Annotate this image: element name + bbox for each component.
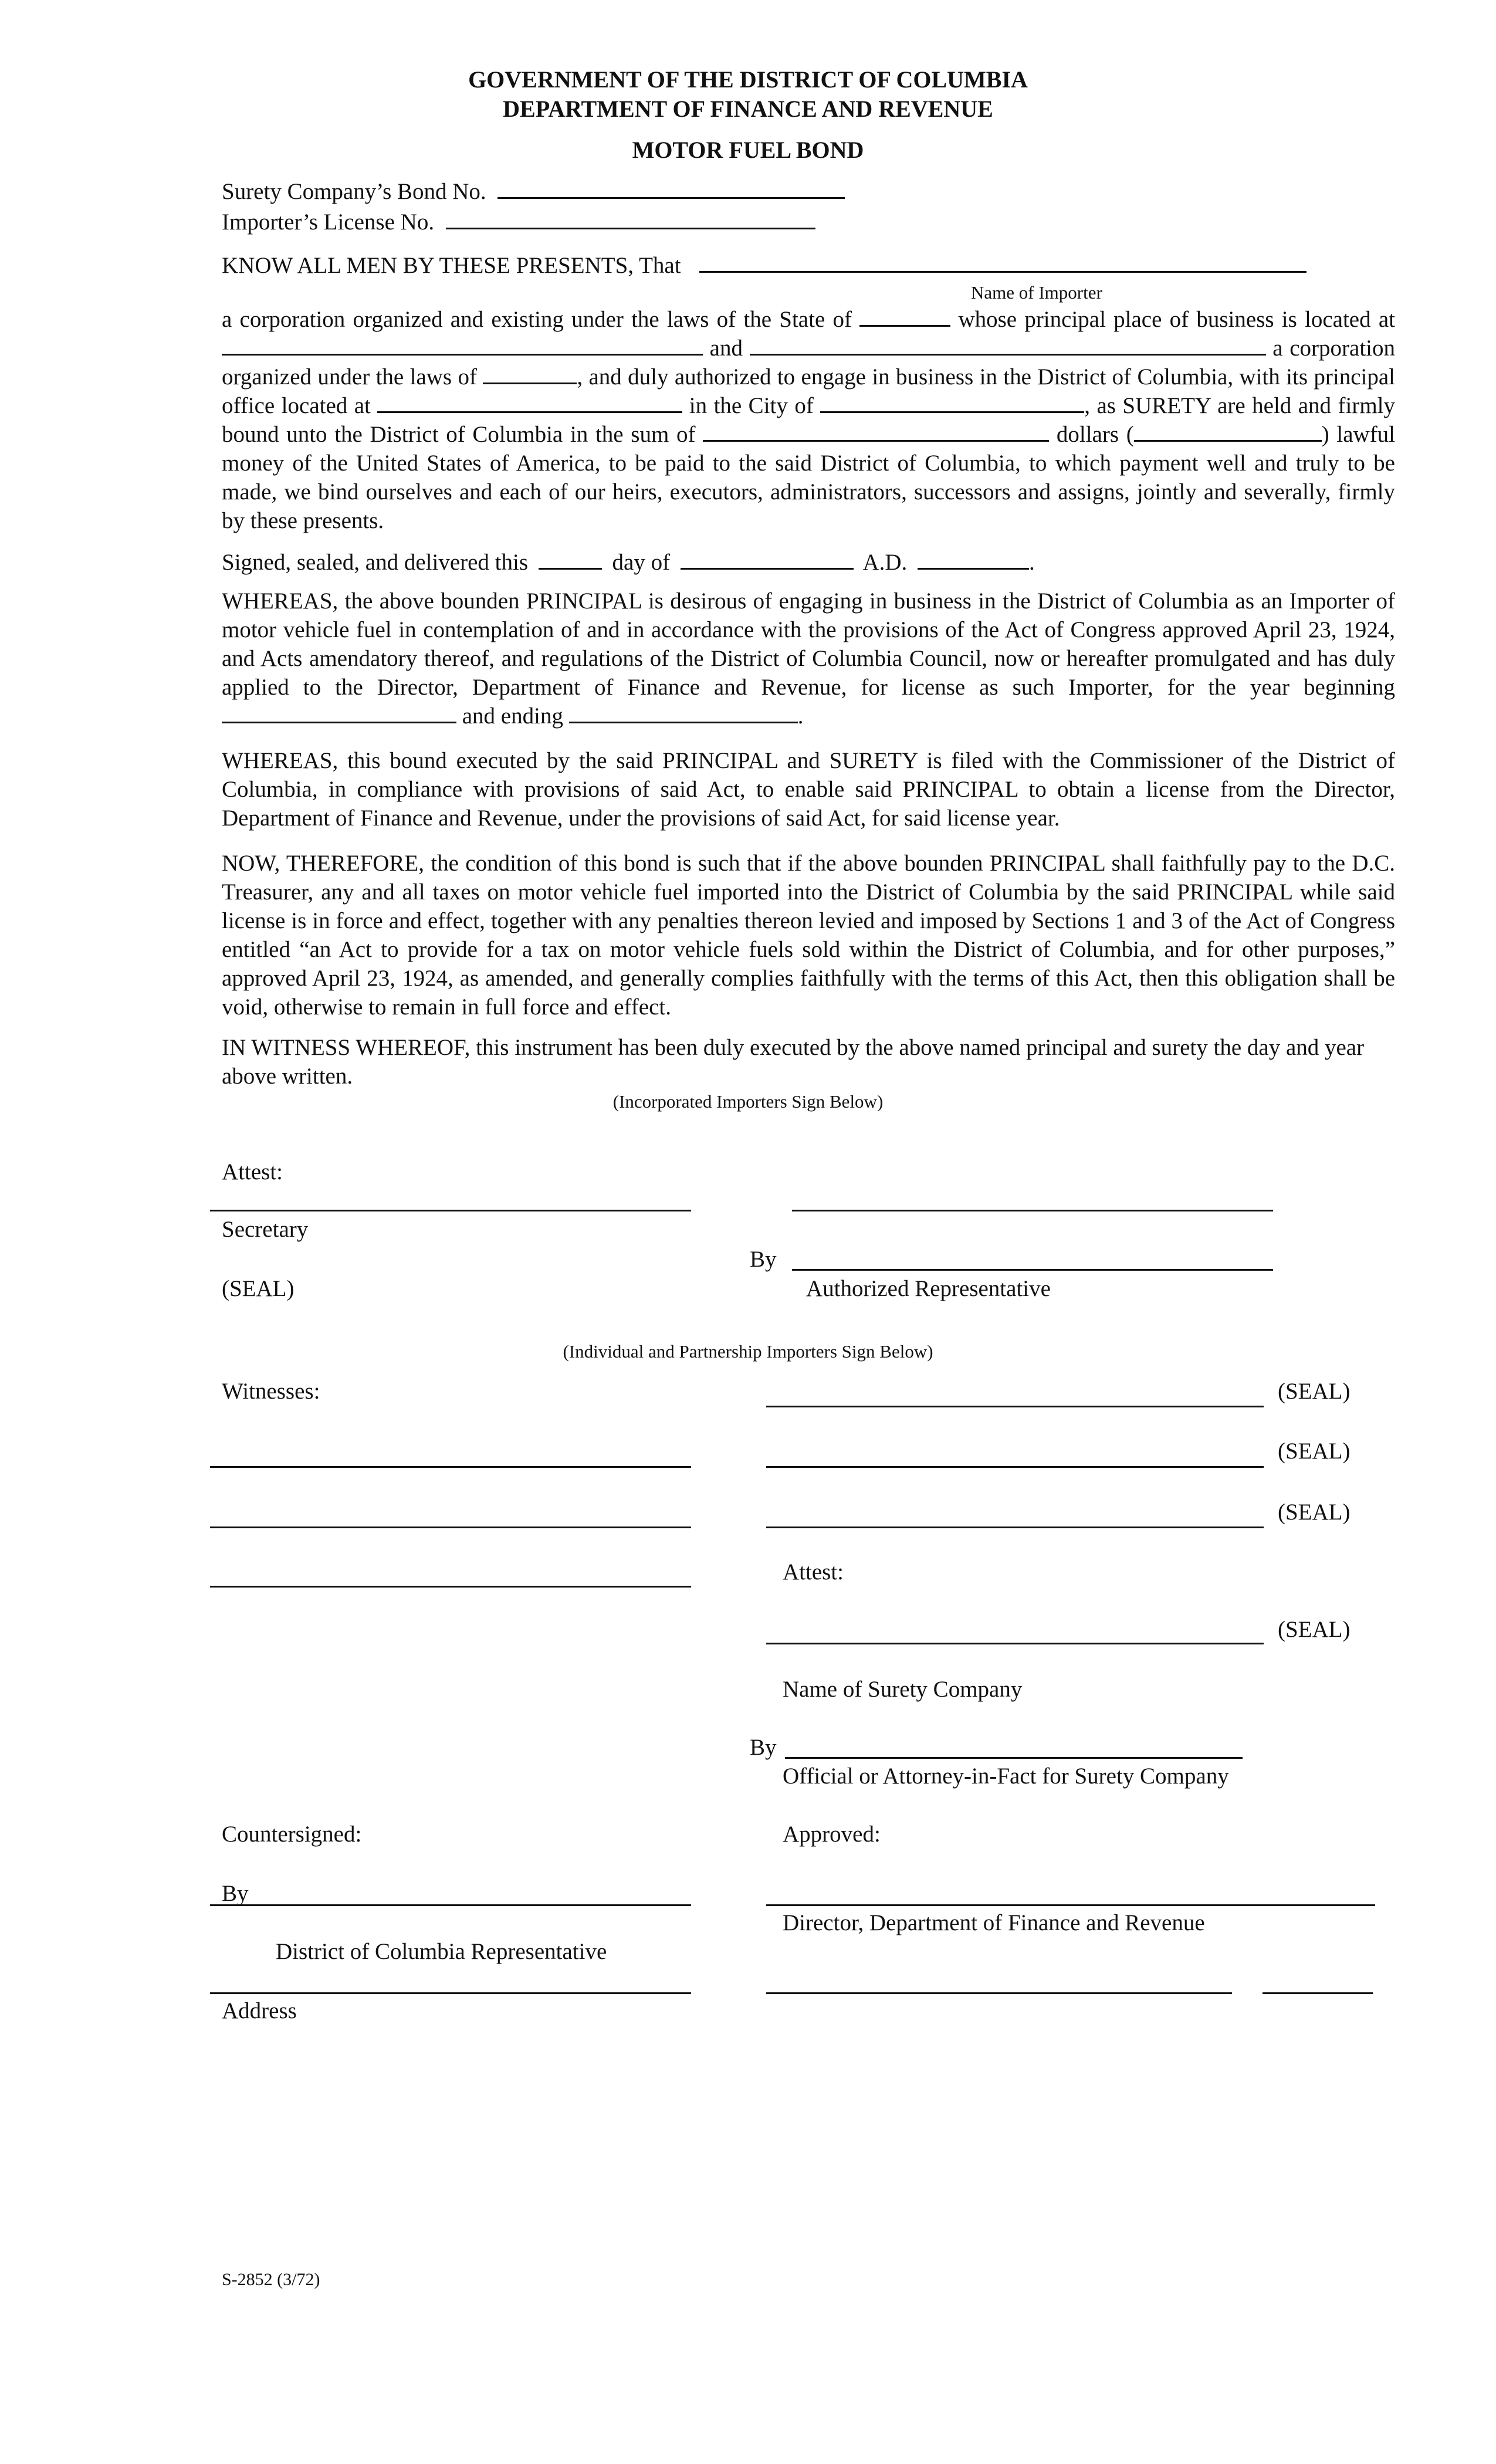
by-2-label: By	[750, 1735, 777, 1760]
secretary-label: Secretary	[222, 1217, 309, 1242]
countersign-signature-line[interactable]	[210, 1904, 691, 1906]
signed-month-field[interactable]	[681, 547, 854, 570]
form-title: MOTOR FUEL BOND	[632, 137, 864, 163]
whereas-importer-paragraph: WHEREAS, the above bounden PRINCIPAL is desirous of engaging in business in the District of Columbia as an Importer of motor vehicle fuel in contemplation of and in accordance with the provisions of the Act of Congress approved April 23, 1924, and Acts amendatory thereof, and regulations of the District of Columbia Council, now or hereafter promulgated and has duly applied to the Director, Department of Finance and Revenue, for license as such Importer, for the year beginning and ending .	[222, 588, 1395, 729]
individual-signature-line-3[interactable]	[766, 1527, 1264, 1528]
individual-signature-line-1[interactable]	[766, 1406, 1264, 1407]
witnesses-label: Witnesses:	[222, 1379, 320, 1404]
name-of-importer-caption: Name of Importer	[971, 282, 1102, 303]
seal-label: (SEAL)	[222, 1276, 295, 1301]
year-ending-field[interactable]	[569, 702, 798, 723]
surety-state-field[interactable]	[483, 363, 577, 384]
approval-line[interactable]	[766, 1992, 1232, 1994]
address-label: Address	[222, 1998, 297, 2023]
header-government: GOVERNMENT OF THE DISTRICT OF COLUMBIA	[468, 66, 1028, 93]
witness-line-2[interactable]	[210, 1527, 691, 1528]
by-3-label: By	[222, 1881, 249, 1906]
header-department: DEPARTMENT OF FINANCE AND REVENUE	[503, 96, 993, 122]
individual-caption: (Individual and Partnership Importers Sign Below)	[563, 1341, 933, 1362]
signed-row: Signed, sealed, and delivered this day of A.D. .	[222, 547, 1035, 577]
countersigned-label: Countersigned:	[222, 1822, 362, 1847]
city-field[interactable]	[820, 391, 1084, 413]
director-label: Director, Department of Finance and Revenue	[783, 1910, 1205, 1935]
surety-company-line[interactable]	[766, 1643, 1264, 1644]
sum-words-field[interactable]	[703, 420, 1049, 442]
form-number: S-2852 (3/72)	[222, 2270, 320, 2289]
signed-year-field[interactable]	[918, 547, 1029, 570]
license-no-label: Importer’s License No.	[222, 209, 435, 235]
whereas-filed-paragraph: WHEREAS, this bound executed by the said PRINCIPAL and SURETY is filed with the Commissioner of the District of Columbia, in compliance with provisions of said Act, to enable said PRINCIPAL to obtain a license from the Director, Department of Finance and Revenue, under the provisions of said Act, for said license year.	[222, 748, 1395, 831]
bond-no-field[interactable]	[497, 176, 845, 199]
director-signature-line[interactable]	[766, 1904, 1375, 1906]
signed-day-field[interactable]	[539, 547, 602, 570]
seal-2-label: (SEAL)	[1278, 1439, 1351, 1464]
know-all-men-text: KNOW ALL MEN BY THESE PRESENTS, That	[222, 253, 681, 278]
license-no-row	[222, 207, 815, 236]
know-all-men-row	[222, 250, 1307, 280]
sum-figures-field[interactable]	[1134, 420, 1322, 442]
attest-label: Attest:	[222, 1159, 283, 1184]
bond-no-row	[222, 176, 845, 206]
authorized-rep-label: Authorized Representative	[806, 1276, 1051, 1301]
importer-name-field[interactable]	[699, 250, 1307, 273]
surety-paragraph: a corporation organized and existing under the laws of the State of whose principal place of business is located at and a corporation organized under the laws of , and duly authorized to engage in business in the District of Columbia, with its principal office located at in the City of , as SURETY are held and firmly bound unto the District of Columbia in the sum of dollars ( ) lawful money of the United States of America, to be paid to the said District of Columbia, to which payment well and truly to be made, we bind ourselves and each of our heirs, executors, administrators, successors and assigns, jointly and severally, firmly by these presents.	[222, 305, 1395, 535]
witness-line-3[interactable]	[210, 1586, 691, 1588]
official-attorney-label: Official or Attorney-in-Fact for Surety Company	[783, 1764, 1229, 1789]
dc-rep-label: District of Columbia Representative	[276, 1939, 607, 1964]
approved-label: Approved:	[783, 1822, 881, 1847]
principal-place-field[interactable]	[222, 334, 703, 356]
surety-official-line[interactable]	[785, 1757, 1243, 1759]
now-therefore-paragraph: NOW, THEREFORE, the condition of this bond is such that if the above bounden PRINCIPAL shall faithfully pay to the D.C. Treasurer, any and all taxes on motor vehicle fuel imported into the District of Columbia by the said PRINCIPAL while said license is in force and effect, together with any penalties thereon levied and imposed by Sections 1 and 3 of the Act of Congress entitled “an Act to provide for a tax on motor vehicle fuels sold within the District of Columbia, and for other purposes,” approved April 23, 1924, as amended, and generally complies faithfully with the terms of this Act, then this obligation shall be void, otherwise to remain in full force and effect.	[222, 851, 1395, 1020]
state-field[interactable]	[859, 305, 950, 327]
individual-signature-line-2[interactable]	[766, 1466, 1264, 1468]
name-of-surety-label: Name of Surety Company	[783, 1677, 1023, 1702]
authorized-rep-signature-line[interactable]	[792, 1269, 1273, 1271]
witness-line-1[interactable]	[210, 1466, 691, 1468]
year-beginning-field[interactable]	[222, 702, 456, 723]
attest-2-label: Attest:	[783, 1559, 844, 1585]
bond-no-label: Surety Company’s Bond No.	[222, 179, 486, 204]
license-no-field[interactable]	[446, 207, 815, 229]
seal-4-label: (SEAL)	[1278, 1617, 1351, 1642]
address-line[interactable]	[210, 1992, 691, 1994]
principal-office-field[interactable]	[377, 391, 682, 413]
principal-signature-line[interactable]	[792, 1210, 1273, 1211]
approval-date-line[interactable]	[1263, 1992, 1373, 1994]
seal-3-label: (SEAL)	[1278, 1500, 1351, 1525]
seal-1-label: (SEAL)	[1278, 1379, 1351, 1404]
by-label: By	[750, 1247, 777, 1272]
surety-name-field[interactable]	[750, 334, 1266, 356]
incorporated-caption: (Incorporated Importers Sign Below)	[612, 1091, 884, 1112]
in-witness-paragraph: IN WITNESS WHEREOF, this instrument has been duly executed by the above named principal and surety the day and year above written.	[222, 1035, 1365, 1089]
secretary-signature-line[interactable]	[210, 1210, 691, 1211]
